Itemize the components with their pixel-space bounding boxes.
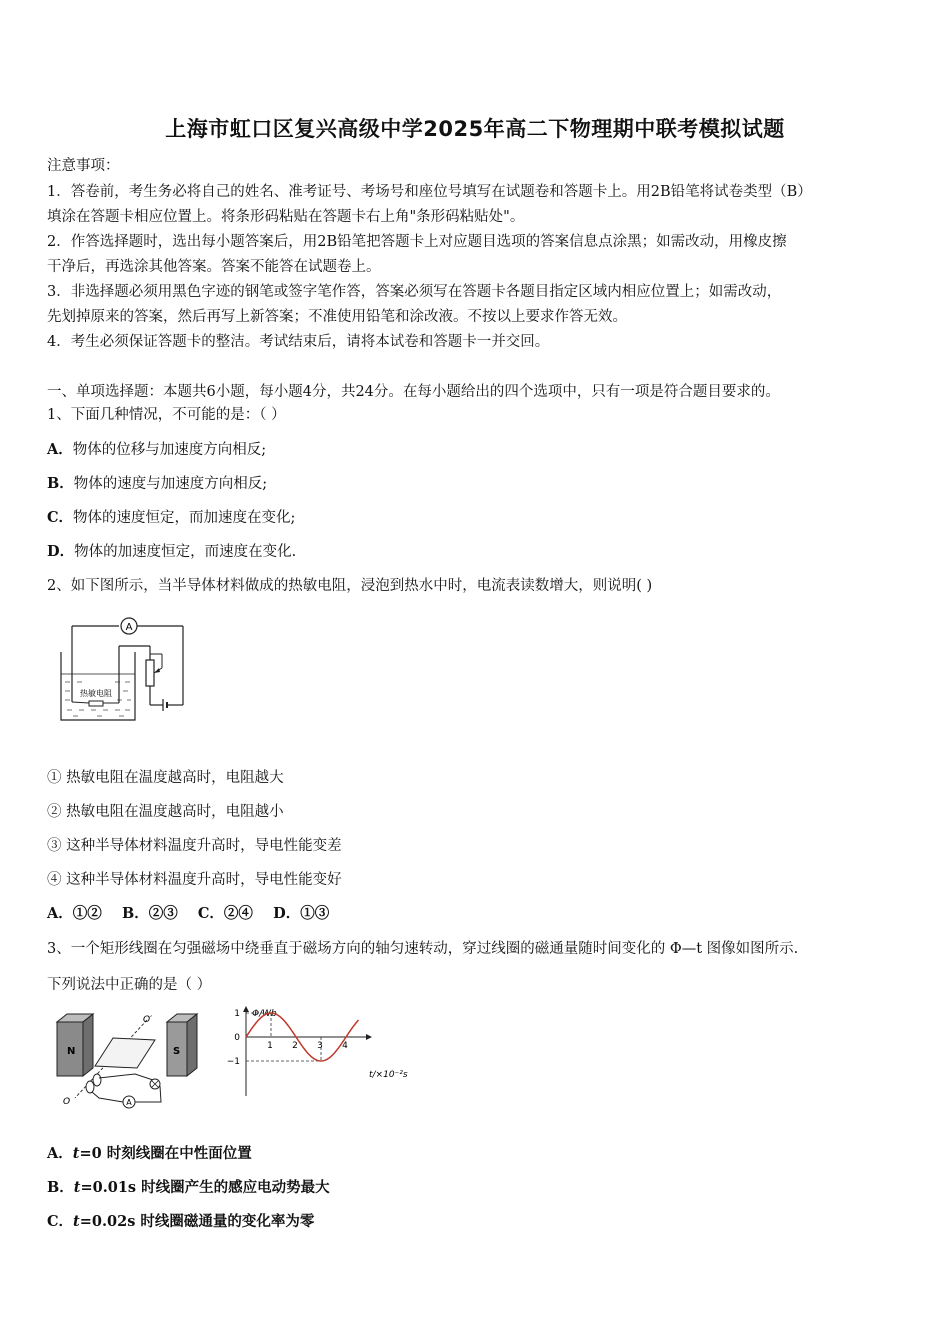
notice-line: 1．答卷前，考生务必将自己的姓名、准考证号、考场号和座位号填写在试题卷和答题卡上。用2B铅笔将试卷类型（B）: [47, 184, 812, 200]
notice-line: 2．作答选择题时，选出每小题答案后，用2B铅笔把答题卡上对应题目选项的答案信息点涂黑；如需改动，用橡皮擦: [47, 234, 787, 250]
x-tick-label: 1: [267, 1041, 273, 1051]
x-tick-label: 2: [292, 1041, 298, 1051]
q3-stem-line2: 下列说法中正确的是（ ）: [47, 977, 212, 993]
pole-s-label: S: [173, 1046, 181, 1057]
notice-line: 先划掉原来的答案，然后再写上新答案；不准使用铅笔和涂改液。不按以上要求作答无效。: [47, 309, 627, 325]
ammeter-label: A: [125, 622, 133, 633]
q2-statement-1: ① 热敏电阻在温度越高时，电阻越大: [47, 770, 284, 786]
ammeter-label: A: [126, 1098, 132, 1107]
flux-time-chart: [222, 1004, 422, 1100]
x-axis-arrow: [366, 1034, 372, 1040]
q3-option-b: B．t=0.01s 时线圈产生的感应电动势最大: [47, 1179, 330, 1196]
thermistor-circuit-figure: [55, 612, 190, 724]
q2-statement-4: ④ 这种半导体材料温度升高时，导电性能变好: [47, 872, 342, 888]
x-tick-label: 3: [317, 1041, 323, 1051]
x-axis-label: t/×10⁻²s: [369, 1070, 408, 1080]
q1-option-a: A．物体的位移与加速度方向相反;: [47, 441, 267, 458]
axis-top-label: O′: [143, 1015, 153, 1025]
notice-line: 干净后，再选涂其他答案。答案不能答在试题卷上。: [47, 259, 381, 275]
page-title: 上海市虹口区复兴高级中学2025年高二下物理期中联考模拟试题: [165, 117, 785, 141]
q1-option-d: D．物体的加速度恒定，而速度在变化.: [47, 543, 297, 560]
q2-statement-2: ② 热敏电阻在温度越高时，电阻越小: [47, 804, 284, 820]
x-tick-label: 4: [342, 1041, 348, 1051]
notice-line: 3．非选择题必须用黑色字迹的钢笔或签字笔作答，答案必须写在答题卡各题目指定区域内相应位置上；如需改动，: [47, 284, 782, 300]
y-tick-label: 1: [234, 1009, 240, 1019]
axis-bottom-label: O: [63, 1097, 71, 1107]
q3-stem-line1: 3、一个矩形线圈在匀强磁场中绕垂直于磁场方向的轴匀速转动，穿过线圈的磁通量随时间变化的 Φ—t 图像如图所示.: [47, 941, 799, 957]
pole-n-label: N: [67, 1046, 76, 1057]
y-axis-label: Φ/Wb: [252, 1009, 277, 1019]
q3-option-c: C．t=0.02s 时线圈磁通量的变化率为零: [47, 1213, 315, 1230]
y-axis-arrow: [243, 1006, 249, 1012]
q2-statement-3: ③ 这种半导体材料温度升高时，导电性能变差: [47, 838, 342, 854]
q1-option-c: C．物体的速度恒定，而加速度在变化;: [47, 509, 296, 526]
notice-heading: 注意事项：: [47, 158, 120, 174]
thermistor-label: 热敏电阻: [80, 689, 112, 698]
section-heading: 一、单项选择题：本题共6小题，每小题4分，共24分。在每小题给出的四个选项中，只有一项是符合题目要求的。: [47, 384, 780, 400]
y-tick-label: −1: [226, 1057, 240, 1067]
q1-stem: 1、下面几种情况，不可能的是：（ ）: [47, 407, 286, 423]
notice-line: 4．考生必须保证答题卡的整洁。考试结束后，请将本试卷和答题卡一并交回。: [47, 334, 550, 350]
q2-choices: A．①② B．②③ C．②④ D．①③: [47, 905, 330, 922]
y-tick-label: 0: [234, 1033, 240, 1043]
q1-option-b: B．物体的速度与加速度方向相反;: [47, 475, 268, 492]
q3-option-a: A．t=0 时刻线圈在中性面位置: [47, 1145, 252, 1162]
notice-line: 填涂在答题卡相应位置上。将条形码粘贴在答题卡右上角"条形码粘贴处"。: [47, 209, 525, 225]
generator-figure: [55, 1010, 205, 1110]
q2-stem: 2、如下图所示，当半导体材料做成的热敏电阻，浸泡到热水中时，电流表读数增大，则说明( ): [47, 578, 653, 594]
